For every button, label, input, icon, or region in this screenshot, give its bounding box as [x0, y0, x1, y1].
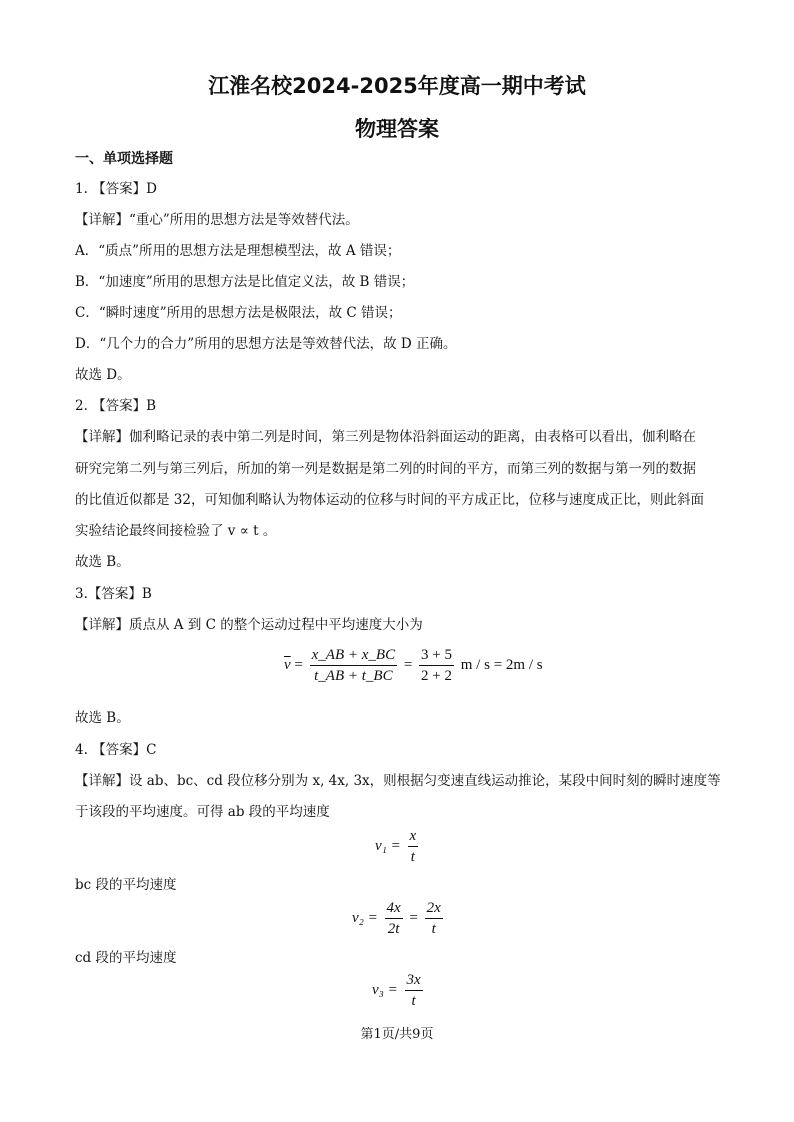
- q4-eq1-lhs: v₁ =: [375, 837, 401, 854]
- q4-bc-text: bc 段的平均速度: [75, 877, 177, 893]
- q4-eq2-num2: 2x: [425, 898, 443, 919]
- q3-frac-den2: 2 + 2: [421, 668, 453, 684]
- section-heading: 一、单项选择题: [75, 151, 173, 167]
- q4-answer: 4. 【答案】C: [75, 742, 157, 758]
- q4-detail-line2: 于该段的平均速度。可得 ab 段的平均速度: [75, 804, 330, 820]
- average-velocity-symbol: $\overline{v}$: [284, 656, 291, 673]
- q4-eq2-den2: t: [431, 921, 436, 937]
- q4-eq1-fraction: [408, 826, 419, 867]
- q1-conclusion: 故选 D。: [75, 367, 131, 383]
- q3-conclusion: 故选 B。: [75, 710, 130, 726]
- q4-eq2-lhs: v₂ =: [352, 909, 378, 926]
- q1-option-c: C．“瞬时速度”所用的思想方法是极限法，故 C 错误；: [75, 305, 402, 321]
- q3-frac-num2: 3 + 5: [419, 645, 454, 666]
- q1-option-d: D．“几个力的合力”所用的思想方法是等效替代法，故 D 正确。: [75, 336, 457, 352]
- q3-answer: 3.【答案】B: [75, 586, 152, 602]
- q3-detail: 【详解】质点从 A 到 C 的整个运动过程中平均速度大小为: [75, 617, 423, 633]
- q4-equation-2: v₂ = $\frac{4x}{2t}$ = $\frac{2x}{t}$: [352, 900, 441, 937]
- q3-frac-den: t_AB + t_BC: [314, 668, 393, 684]
- q3-fraction-symbolic: [310, 645, 397, 686]
- q4-detail-line1: 【详解】设 ab、bc、cd 段位移分别为 x, 4x, 3x，则根据匀变速直线运动推论，某段中间时刻的瞬时速度等: [75, 773, 721, 789]
- q2-detail-line1: 【详解】伽利略记录的表中第二列是时间，第三列是物体沿斜面运动的距离，由表格可以看出，伽利略在: [75, 429, 696, 445]
- q3-equation: $\overline{v}$ = $\frac{x\_AB + x\_BC}{t\_AB + t\_BC}$ = $\frac{3 + 5}{2 + 2}$ m / s = 2m / s: [284, 647, 543, 684]
- q2-detail-line4: 实验结论最终间接检验了 v ∝ t 。: [75, 523, 277, 539]
- q1-option-b: B．“加速度”所用的思想方法是比值定义法，故 B 错误；: [75, 274, 415, 290]
- q4-eq2-num: 4x: [385, 898, 403, 919]
- page-number: 第1页/共9页: [360, 1027, 434, 1042]
- q4-eq1-den: t: [410, 849, 415, 865]
- q2-detail-line2: 研究完第二列与第三列后，所加的第一列是数据是第二列的时间的平方，而第三列的数据与第一列的数据: [75, 461, 696, 477]
- q4-equation-3: [372, 970, 426, 1011]
- q2-detail-line3: 的比值近似都是 32，可知伽利略认为物体运动的位移与时间的平方成正比，位移与速度成正比，则此斜面: [75, 492, 704, 508]
- q2-conclusion: 故选 B。: [75, 554, 130, 570]
- q4-equation-1: [375, 826, 421, 867]
- document-subtitle: 物理答案: [355, 117, 439, 141]
- q1-option-a: A．“质点”所用的思想方法是理想模型法，故 A 错误；: [75, 243, 401, 259]
- q4-eq2-fraction-b: [425, 898, 443, 939]
- q4-eq3-fraction: [405, 970, 423, 1011]
- q4-eq3-den: t: [411, 993, 416, 1009]
- q3-fraction-numeric: [419, 645, 454, 686]
- q2-answer: 2. 【答案】B: [75, 398, 157, 414]
- q4-eq2-den: 2t: [387, 921, 400, 937]
- q4-cd-text: cd 段的平均速度: [75, 950, 177, 966]
- document-title: 江淮名校2024-2025年度高一期中考试: [208, 74, 586, 98]
- q4-eq1-num: x: [408, 826, 419, 847]
- q3-frac-num: x_AB + x_BC: [310, 645, 397, 666]
- q4-eq2-fraction-a: [385, 898, 403, 939]
- q1-detail: 【详解】“重心”所用的思想方法是等效替代法。: [75, 212, 359, 228]
- q4-eq3-num: 3x: [405, 970, 423, 991]
- q1-answer: 1. 【答案】D: [75, 181, 157, 197]
- q4-eq3-lhs: v₃ =: [372, 981, 398, 998]
- q3-result: m / s = 2m / s: [460, 656, 543, 673]
